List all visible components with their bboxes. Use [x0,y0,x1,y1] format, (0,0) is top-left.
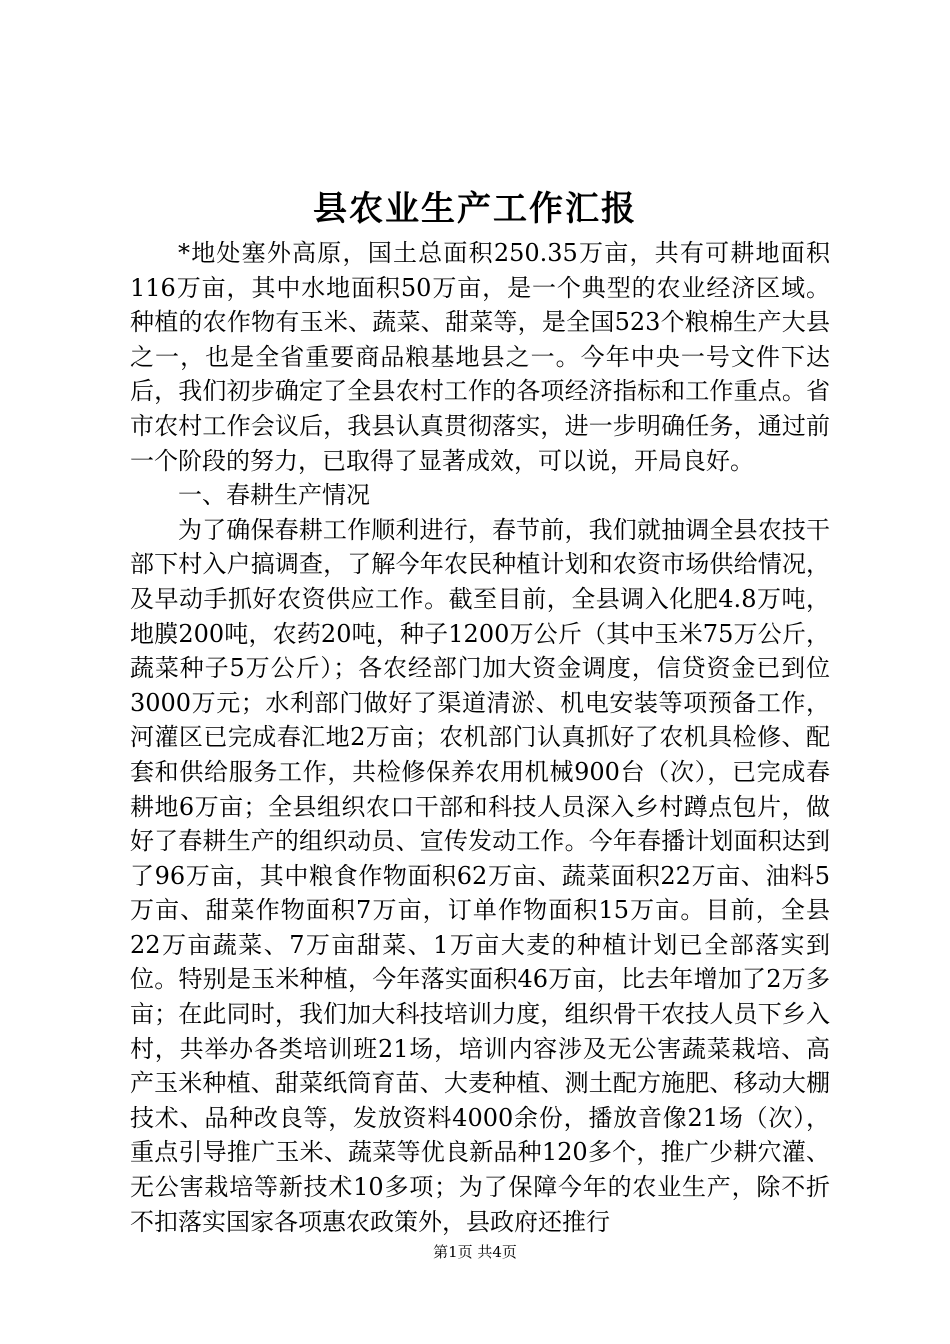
paragraph-intro: *地处塞外高原，国土总面积250.35万亩，共有可耕地面积116万亩，其中水地面积50万亩，是一个典型的农业经济区域。种植的农作物有玉米、蔬菜、甜菜等，是全国523个粮棉生产大县之一，也是全省重要商品粮基地县之一。今年中央一号文件下达后，我们初步确定了全县农村工作的各项经济指标和工作重点。省市农村工作会议后，我县认真贯彻落实，进一步明确任务，通过前一个阶段的努力，已取得了显著成效，可以说，开局良好。 [130,239,830,475]
section-heading: 一、春耕生产情况 [178,481,370,510]
paragraph-spring-plowing: 为了确保春耕工作顺利进行，春节前，我们就抽调全县农技干部下村入户搞调查，了解今年农民种植计划和农资市场供给情况，及早动手抓好农资供应工作。截至目前，全县调入化肥4.8万吨，地膜200吨，农药20吨，种子1200万公斤（其中玉米75万公斤，蔬菜种子5万公斤）；各农经部门加大资金调度，信贷资金已到位3000万元；水利部门做好了渠道清淤、机电安装等项预备工作，河灌区已完成春汇地2万亩；农机部门认真抓好了农机具检修、配套和供给服务工作，共检修保养农用机械900台（次），已完成春耕地6万亩；全县组织农口干部和科技人员深入乡村蹲点包片，做好了春耕生产的组织动员、宣传发动工作。今年春播计划面积达到了96万亩，其中粮食作物面积62万亩、蔬菜面积22万亩、油料5万亩、甜菜作物面积7万亩，订单作物面积15万亩。目前，全县22万亩蔬菜、7万亩甜菜、1万亩大麦的种植计划已全部落实到位。特别是玉米种植，今年落实面积46万亩，比去年增加了2万多亩；在此同时，我们加大科技培训力度，组织骨干农技人员下乡入村，共举办各类培训班21场，培训内容涉及无公害蔬菜栽培、高产玉米种植、甜菜纸筒育苗、大麦种植、测土配方施肥、移动大棚技术、品种改良等，发放资料4000余份，播放音像21场（次），重点引导推广玉米、蔬菜等优良新品种120多个，推广少耕穴灌、无公害栽培等新技术10多项；为了保障今年的农业生产，除不折不扣落实国家各项惠农政策外，县政府还推行 [130,515,830,1236]
page-footer: 第1页 共4页 [433,1243,517,1261]
document-body [130,236,830,1239]
document-title: 县农业生产工作汇报 [313,189,637,229]
